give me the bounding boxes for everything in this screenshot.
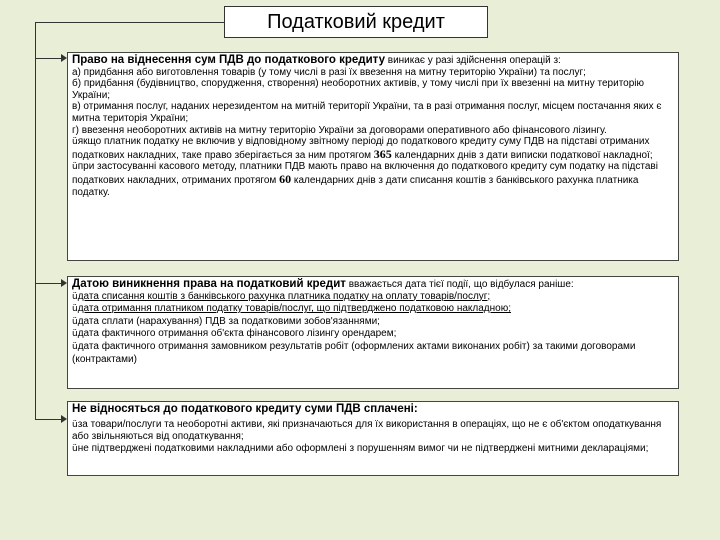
section-not-included	[67, 401, 679, 476]
check-item: üякщо платник податку не включив у відповідному звітному періоді до податкового кредиту суму ПДВ на підставі отриманих податкових накладних, таке право зберігається за ним протягом 365 календарних днів з дати виписки податкової накладної;	[72, 136, 653, 161]
check-item: üдата сплати (нарахування) ПДВ за податковими зобов'язаннями;	[72, 315, 380, 327]
section-heading-row	[72, 279, 674, 291]
connector-top	[35, 22, 224, 23]
section-right-to-credit	[67, 52, 679, 261]
check-icon: ü	[72, 443, 78, 454]
check-icon: ü	[72, 316, 78, 327]
section-credit-date	[67, 276, 679, 389]
days-number: 365	[373, 146, 392, 161]
connector-1	[35, 58, 61, 59]
check-item: üдата отримання платником податку товарів/послуг, що підтверджено податковою накладною;	[72, 303, 511, 315]
check-icon: ü	[72, 162, 78, 173]
connector-2	[35, 283, 61, 284]
check-icon: ü	[72, 291, 78, 302]
list-item: в) отримання послуг, наданих нерезидентом на митній території України, та в разі отримання послуг, місцем постачання яких є митна територія України;	[72, 101, 662, 124]
check-item: üдата фактичного отримання замовником результатів робіт (оформлених актами виконаних робіт) за такими договорами (контрактами)	[72, 340, 636, 365]
check-item: üза товари/послуги та необоротні активи, які призначаються для їх використання в операціях, що не є об'єктом оподаткування або звільняються від оподаткування;	[72, 418, 662, 443]
check-icon: ü	[72, 329, 78, 340]
section-heading: Право на віднесення сум ПДВ до податкового кредиту	[72, 54, 385, 66]
list-item: г) ввезення необоротних активів на митну територію України за договорами оперативного або фінансового лізингу.	[72, 124, 607, 136]
connector-3	[35, 419, 61, 420]
check-item: üдата списання коштів з банківського рахунка платника податку на оплату товарів/послуг;	[72, 290, 491, 302]
page-title: Податковий кредит	[224, 6, 488, 38]
section-lead: виникає у разі здійснення операцій з:	[387, 55, 561, 66]
section-heading-row	[72, 55, 674, 67]
check-icon: ü	[72, 304, 78, 315]
check-icon: ü	[72, 341, 78, 352]
check-item: üдата фактичного отримання об'єкта фінансового лізингу орендарем;	[72, 328, 397, 340]
check-icon: ü	[72, 419, 78, 430]
section-lead: вважається дата тієї події, що відбулася раніше:	[348, 279, 574, 290]
connector-vertical	[35, 22, 36, 420]
section-heading: Не відносяться до податкового кредиту суми ПДВ сплачені:	[72, 403, 418, 415]
section-heading: Датою виникнення права на податковий кредит	[72, 278, 346, 290]
days-number: 60	[279, 171, 292, 186]
section-heading-row	[72, 404, 674, 416]
list-item: б) придбання (будівництво, спорудження, створення) необоротних активів, у тому числі при їх ввезенні на митну територію України;	[72, 78, 645, 101]
check-item: üне підтверджені податковими накладними або оформлені з порушенням вимог чи не підтверджені митними деклараціями;	[72, 442, 649, 454]
check-icon: ü	[72, 137, 78, 148]
check-item: üпри застосуванні касового методу, платники ПДВ мають право на включення до податкового кредиту сум податку на підставі податкових накладних, отриманих протягом 60 календарних днів з дати списання коштів з банківського рахунка платника податку.	[72, 161, 658, 198]
list-item: а) придбання або виготовлення товарів (у тому числі в разі їх ввезення на митну територію України) та послуг;	[72, 66, 586, 78]
